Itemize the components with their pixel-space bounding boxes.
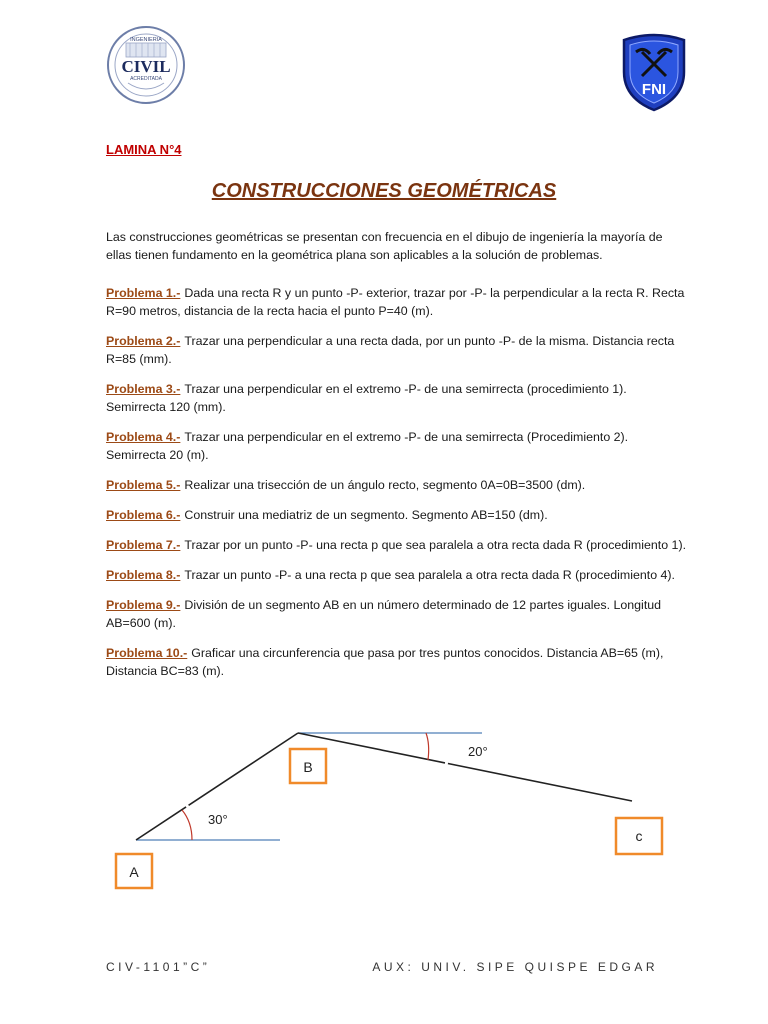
- problem-item: [106, 536, 686, 554]
- problem-label: Problema 3.-: [106, 382, 181, 396]
- problem-item: [106, 476, 686, 494]
- problem-text: Realizar una trisección de un ángulo recto, segmento 0A=0B=3500 (dm).: [184, 478, 586, 492]
- problem-list: [106, 284, 686, 692]
- problem-label: Problema 7.-: [106, 538, 181, 552]
- problem-text: Trazar una perpendicular a una recta dada, por un punto -P- de la misma. Distancia recta R=85 (mm).: [106, 334, 675, 366]
- point-label-c: c: [635, 828, 643, 844]
- problem-text: División de un segmento AB en un número determinado de 12 partes iguales. Longitud AB=600 (m).: [106, 598, 662, 630]
- intro-paragraph: Las construcciones geométricas se presentan con frecuencia en el dibujo de ingeniería la mayoría de ellas tienen fundamento en la geométrica plana son aplicables a la solución de problemas.: [106, 230, 663, 262]
- point-label-a: A: [129, 864, 139, 880]
- lamina-number: LAMINA N°4: [106, 142, 182, 157]
- triangle-diagram: [100, 722, 680, 902]
- footer-course-code: CIV-1101”C”: [106, 960, 211, 974]
- seal-main-text: CIVIL: [121, 57, 171, 76]
- page-footer: [106, 960, 658, 974]
- problem-text: Trazar un punto -P- a una recta p que sea paralela a otra recta dada R (procedimiento 4).: [184, 568, 675, 582]
- problem-text: Trazar por un punto -P- una recta p que sea paralela a otra recta dada R (procedimiento 1).: [184, 538, 687, 552]
- point-label-b: B: [303, 759, 313, 775]
- angle-arc-b: [426, 733, 429, 760]
- page-title: CONSTRUCCIONES GEOMÉTRICAS: [211, 180, 557, 202]
- problem-text: Trazar una perpendicular en el extremo -P- de una semirrecta (procedimiento 1). Semirrecta 120 (mm).: [106, 382, 627, 414]
- problem-item: [106, 506, 686, 524]
- angle-label-a: 30°: [208, 812, 228, 827]
- problem-item: [106, 284, 686, 320]
- problem-item: [106, 566, 686, 584]
- angle-label-b: 20°: [468, 744, 488, 759]
- seal-bottom-text: ACREDITADA: [130, 76, 162, 82]
- problem-item: [106, 644, 686, 680]
- problem-label: Problema 5.-: [106, 478, 181, 492]
- segment-bc: [298, 733, 632, 801]
- problem-text: Dada una recta R y un punto -P- exterior, trazar por -P- la perpendicular a la recta R. Recta R=90 metros, distancia de la recta hacia el punto P=40 (m).: [106, 286, 685, 318]
- problem-label: Problema 2.-: [106, 334, 181, 348]
- problem-label: Problema 10.-: [106, 646, 188, 660]
- problem-label: Problema 4.-: [106, 430, 181, 444]
- problem-label: Problema 1.-: [106, 286, 181, 300]
- problem-text: Graficar una circunferencia que pasa por tres puntos conocidos. Distancia AB=65 (m), Distancia BC=83 (m).: [106, 646, 664, 678]
- seal-top-text: INGENIERIA: [130, 37, 162, 43]
- fni-shield-icon: [620, 32, 688, 112]
- footer-author: AUX: UNIV. SIPE QUISPE EDGAR: [372, 960, 658, 974]
- problem-label: Problema 6.-: [106, 508, 181, 522]
- fni-text: FNI: [641, 81, 667, 98]
- problem-label: Problema 9.-: [106, 598, 181, 612]
- problem-item: [106, 596, 686, 632]
- problem-label: Problema 8.-: [106, 568, 181, 582]
- angle-arc-a: [182, 810, 192, 840]
- problem-item: [106, 332, 686, 368]
- civil-engineering-seal-icon: [106, 25, 186, 105]
- problem-text: Construir una mediatriz de un segmento. Segmento AB=150 (dm).: [184, 508, 548, 522]
- problem-item: [106, 380, 686, 416]
- problem-text: Trazar una perpendicular en el extremo -P- de una semirrecta (Procedimiento 2). Semirrecta 20 (m).: [106, 430, 629, 462]
- problem-item: [106, 428, 686, 464]
